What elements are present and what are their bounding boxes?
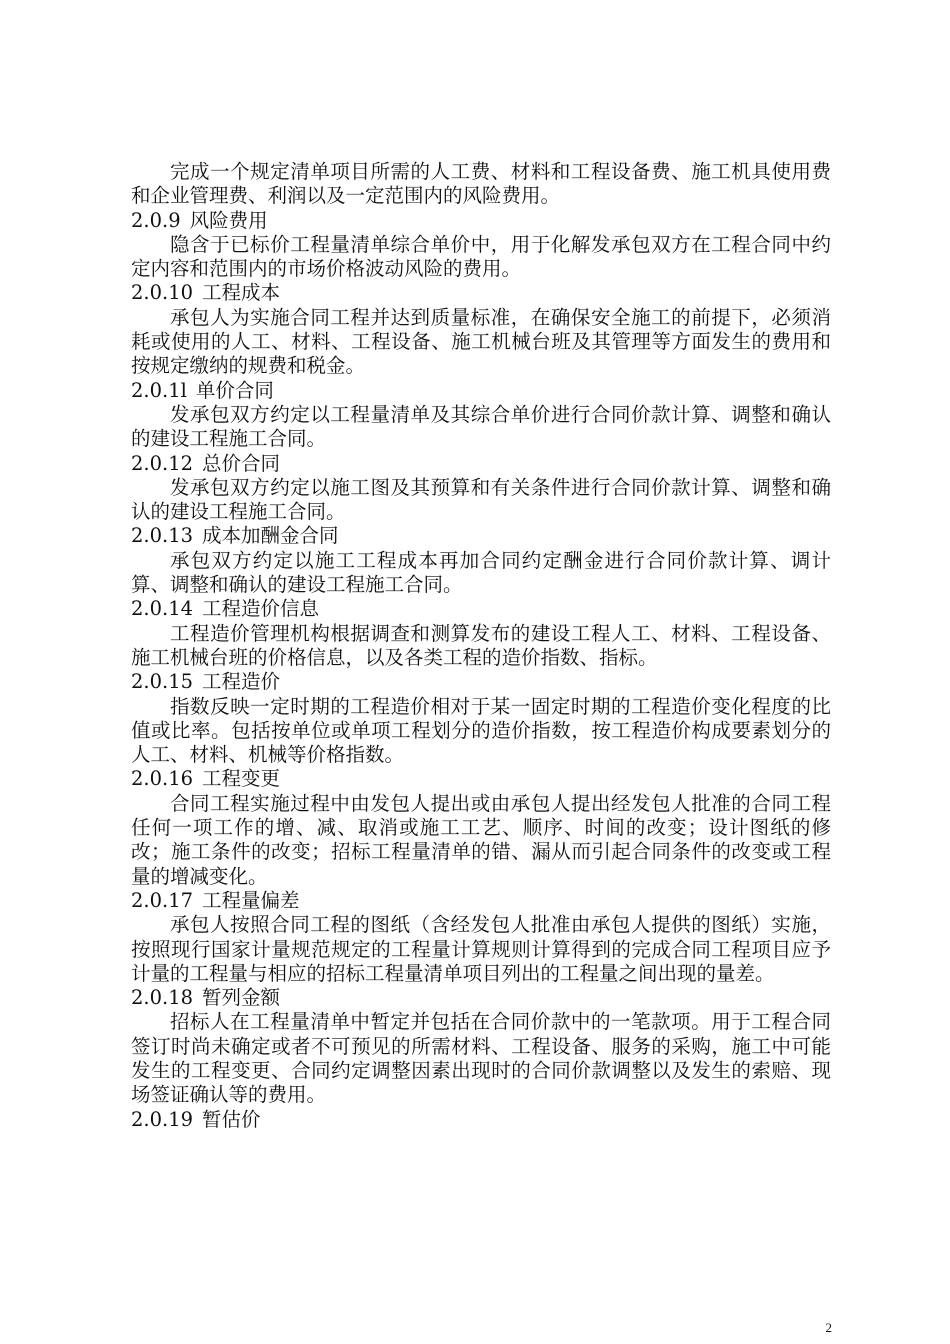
term-title: 单价合同 <box>195 378 274 402</box>
term-heading <box>131 670 831 694</box>
term-number: 2.0.12 <box>131 451 194 475</box>
term-heading <box>131 452 831 476</box>
term-heading <box>131 986 831 1010</box>
term-heading <box>131 379 831 403</box>
term-definition: 合同工程实施过程中由发包人提出或由承包人提出经发包人批准的合同工程任何一项工作的增、减、取消或施工工艺、顺序、时间的改变；设计图纸的修改；施工条件的改变；招标工程量清单的错、漏从而引起合同条件的改变或工程量的增减变化。 <box>131 791 831 888</box>
term-definition: 发承包双方约定以施工图及其预算和有关条件进行合同价款计算、调整和确认的建设工程施工合同。 <box>131 475 831 524</box>
intro-paragraph: 完成一个规定清单项目所需的人工费、材料和工程设备费、施工机具使用费和企业管理费、利润以及一定范围内的风险费用。 <box>131 160 831 208</box>
term-title: 工程成本 <box>202 281 281 305</box>
term-heading <box>131 597 831 621</box>
term-heading <box>131 209 831 233</box>
term-definition: 承包人为实施合同工程并达到质量标准，在确保安全施工的前提下，必须消耗或使用的人工、材料、工程设备、施工机械台班及其管理等方面发生的费用和按规定缴纳的规费和税金。 <box>131 305 831 378</box>
term-heading <box>131 1108 831 1132</box>
term-number: 2.0.18 <box>131 986 194 1010</box>
term-number: 2.0.10 <box>131 281 194 305</box>
term-title: 成本加酬金合同 <box>202 524 339 548</box>
term-number: 2.0.19 <box>131 1107 194 1131</box>
term-title: 工程变更 <box>202 767 281 791</box>
term-definition: 承包双方约定以施工工程成本再加合同约定酬金进行合同价款计算、调计算、调整和确认的建设工程施工合同。 <box>131 548 831 597</box>
term-title: 工程量偏差 <box>202 888 300 912</box>
term-title: 工程造价 <box>202 670 281 694</box>
term-definition: 承包人按照合同工程的图纸（含经发包人批准由承包人提供的图纸）实施，按照现行国家计量规范规定的工程量计算规则计算得到的完成合同工程项目应予计量的工程量与相应的招标工程量清单项目列出的工程量之间出现的量差。 <box>131 913 831 985</box>
term-entries <box>131 209 831 1132</box>
term-definition: 招标人在工程量清单中暂定并包括在合同价款中的一笔款项。用于工程合同签订时尚未确定或者不可预见的所需材料、工程设备、服务的采购，施工中可能发生的工程变更、合同约定调整因素出现时的合同价款调整以及发生的索赔、现场签证确认等的费用。 <box>131 1010 831 1107</box>
term-title: 风险费用 <box>189 208 268 232</box>
term-number: 2.0.13 <box>131 524 194 548</box>
term-heading <box>131 767 831 791</box>
term-heading <box>131 889 831 913</box>
term-definition: 隐含于已标价工程量清单综合单价中，用于化解发承包双方在工程合同中约定内容和范围内的市场价格波动风险的费用。 <box>131 232 831 281</box>
term-title: 暂列金额 <box>202 986 281 1010</box>
term-title: 暂估价 <box>202 1107 261 1131</box>
term-heading <box>131 281 831 305</box>
term-number: 2.0.15 <box>131 670 194 694</box>
term-definition: 发承包双方约定以工程量清单及其综合单价进行合同价款计算、调整和确认的建设工程施工合同。 <box>131 402 831 451</box>
term-number: 2.0.9 <box>131 208 181 232</box>
term-heading <box>131 524 831 548</box>
term-title: 总价合同 <box>202 451 281 475</box>
page-number: 2 <box>825 1320 832 1335</box>
term-number: 2.0.1l <box>131 378 187 402</box>
term-title: 工程造价信息 <box>202 597 320 621</box>
term-number: 2.0.14 <box>131 597 194 621</box>
term-definition: 指数反映一定时期的工程造价相对于某一固定时期的工程造价变化程度的比值或比率。包括按单位或单项工程划分的造价指数，按工程造价构成要素划分的人工、材料、机械等价格指数。 <box>131 694 831 767</box>
document-body <box>131 160 831 1132</box>
term-definition: 工程造价管理机构根据调查和测算发布的建设工程人工、材料、工程设备、施工机械台班的价格信息，以及各类工程的造价指数、指标。 <box>131 621 831 669</box>
term-number: 2.0.16 <box>131 767 194 791</box>
term-number: 2.0.17 <box>131 888 194 912</box>
